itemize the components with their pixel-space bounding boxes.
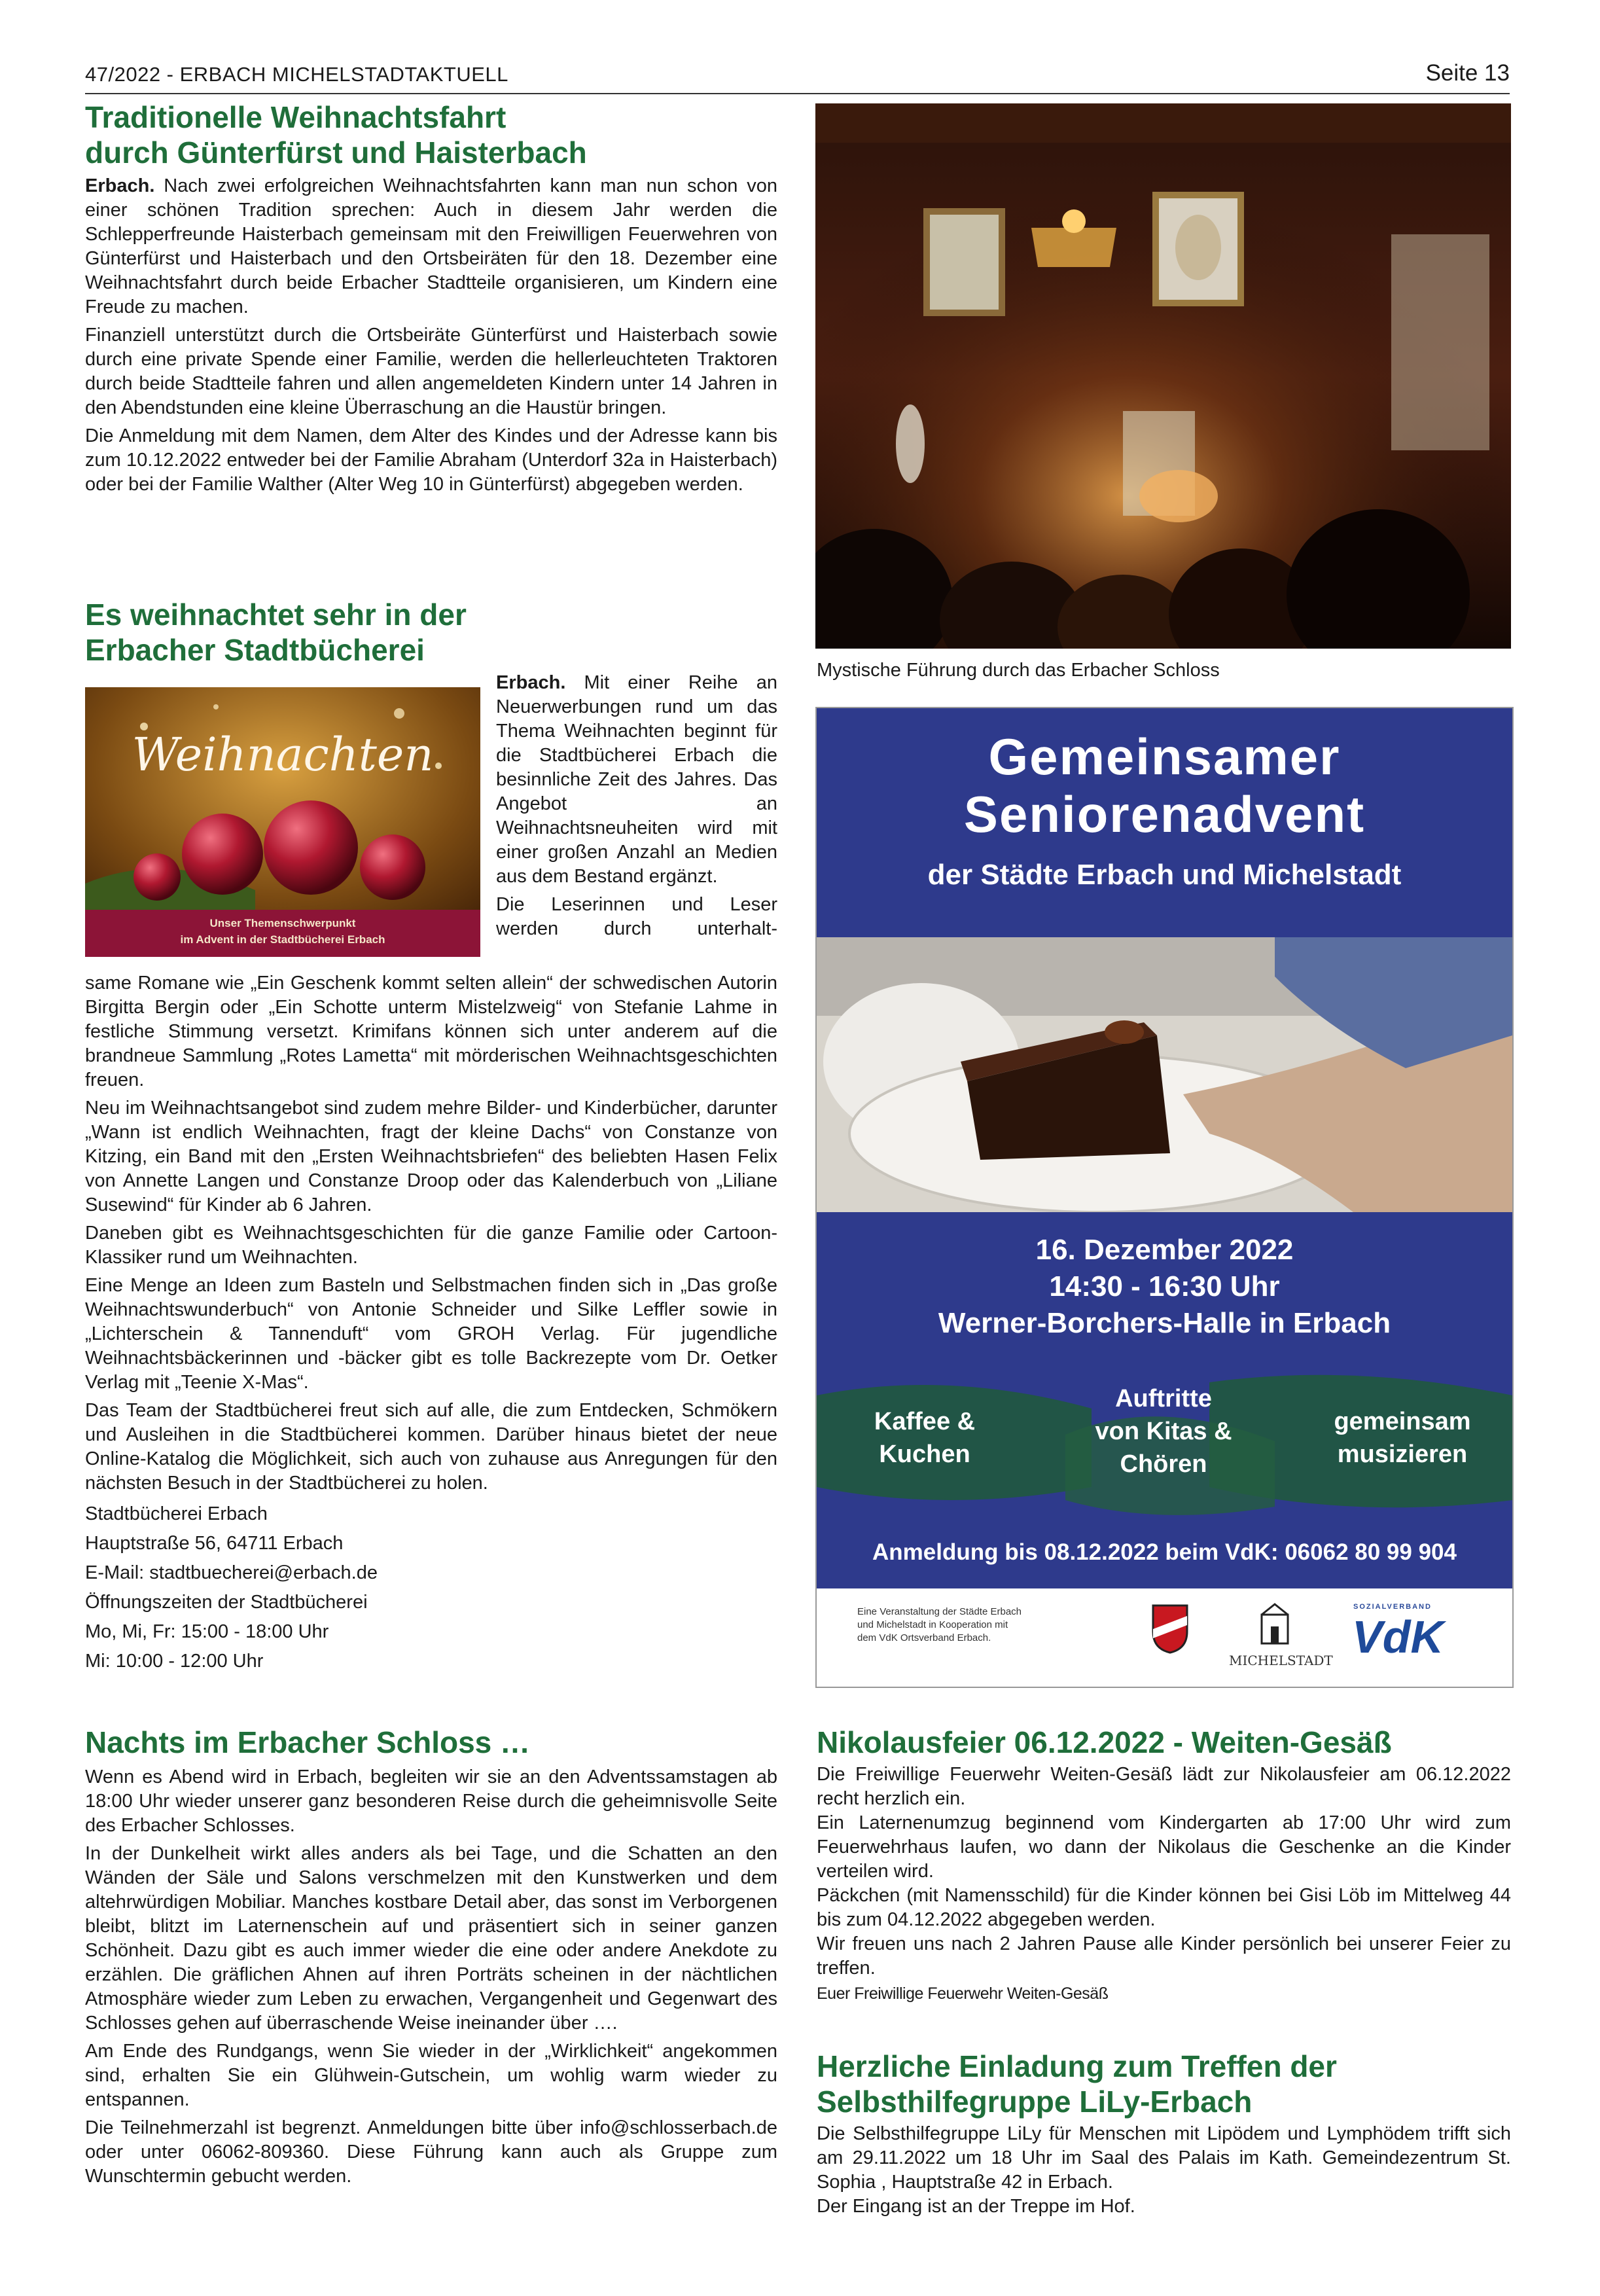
paragraph: Die Leserinnen und Leser werden durch unterhalt- (496, 894, 777, 939)
header-divider (85, 93, 1510, 94)
vdk-tagline: SOZIALVERBAND (1353, 1603, 1432, 1611)
article-nikolausfeier (817, 1725, 1511, 2006)
photo-caption: Mystische Führung durch das Erbacher Schloss (817, 660, 1220, 681)
title-line-1: Herzliche Einladung zum Treffen der (817, 2049, 1337, 2083)
paragraph: Die Anmeldung mit dem Namen, dem Alter des Kindes und der Adresse kann bis zum 10.12.2022 entweder bei der Familie Abraham (Unterdorf 32a in Haisterbach) oder bei der Familie Walther (Alter Weg 10 in Günterfürst) abgegeben werden. (85, 425, 777, 495)
paragraph: Der Eingang ist an der Treppe im Hof. (817, 2196, 1135, 2217)
article-schloss (85, 1725, 777, 2193)
article-title (817, 2049, 1511, 2119)
paragraph: Die Freiwillige Feuerwehr Weiten-Gesäß lädt zur Nikolausfeier am 06.12.2022 recht herzlich ein. (817, 1764, 1511, 1809)
item-line: Auftritte (1115, 1385, 1212, 1412)
book-title: Weihnachten (132, 728, 434, 781)
poster-item-musizieren (1307, 1405, 1497, 1471)
poster-footer (817, 1588, 1512, 1687)
paragraph: In der Dunkelheit wirkt alles anders als bei Tage, und die Schatten an den Wänden der Säle und Salons verschmelzen mit den Kunstwerken und dem altehrwürdigen Mobiliar. Manches kostbare Detail aber, das sonst im Verborgenen bleibt, blitzt im Laternenschein auf und präsentiert sich in seiner ganzen Schönheit. Dazu gibt es auch immer wieder die eine oder andere Anekdote zu erzählen. Die gräflichen Ahnen auf ihren Porträts scheinen in der nächtlichen Atmosphäre wieder zum Leben zu erwachen, Vergangenheit und Gegenwart des Schlosses gehen auf überraschende Weise ineinander über …. (85, 1843, 777, 2034)
paragraph: Mit einer Reihe an Neuerwerbungen rund um das Thema Weihnachten beginnt für die Stadtbücherei Erbach die besinnliche Zeit des Jahres. Das Angebot an Weihnachtsneuheiten wird mit einer großen Anzahl an Medien aus dem Bestand ergänzt. (496, 672, 777, 887)
article-title: Nikolausfeier 06.12.2022 - Weiten-Gesäß (817, 1725, 1392, 1759)
footer-line: und Michelstadt in Kooperation mit (857, 1619, 1008, 1630)
signature: Euer Freiwillige Feuerwehr Weiten-Gesäß (817, 1984, 1109, 2003)
paragraph: Wenn es Abend wird in Erbach, begleiten wir sie an den Adventssamstagen ab 18:00 Uhr wieder unserer ganz besonderen Reise durch die geheimnisvolle Seite des Erbacher Schlosses. (85, 1767, 777, 1836)
vdk-logo: VdK (1352, 1611, 1444, 1662)
seniorenadvent-poster (815, 707, 1514, 1688)
article-title (85, 597, 777, 668)
item-line: musizieren (1337, 1441, 1468, 1468)
contact-line: Mi: 10:00 - 12:00 Uhr (85, 1651, 264, 1672)
paragraph: Finanziell unterstützt durch die Ortsbeiräte Günterfürst und Haisterbach sowie durch eine private Spende einer Familie, werden die hellerleuchteten Traktoren durch beide Stadtteile fahren und allen angemeldeten Kindern unter 14 Jahren in den Abendstunden eine kleine Überraschung an die Haustür bringen. (85, 325, 777, 418)
paragraph: Wir freuen uns nach 2 Jahren Pause alle Kinder persönlich bei unserer Feier zu treffen. (817, 1933, 1511, 1979)
article-body (85, 971, 777, 1676)
article-body (817, 1763, 1511, 2006)
article-weihnachtsfahrt (85, 99, 777, 501)
poster-item-kaffee (843, 1405, 1006, 1471)
poster-title-line-2: Seniorenadvent (963, 785, 1366, 843)
paragraph: Daneben gibt es Weihnachtsgeschichten für die ganze Familie oder Cartoon-Klassiker rund um Weihnachten. (85, 1223, 777, 1268)
item-line: Kaffee & (874, 1408, 976, 1435)
book-band (85, 915, 480, 948)
library-contact (85, 1499, 777, 1676)
contact-line: Hauptstraße 56, 64711 Erbach (85, 1533, 344, 1554)
item-line: gemeinsam (1334, 1408, 1471, 1435)
poster-subtitle: der Städte Erbach und Michelstadt (927, 859, 1402, 891)
castle-photo (815, 103, 1511, 649)
poster-registration: Anmeldung bis 08.12.2022 beim VdK: 06062 80 99 904 (872, 1539, 1457, 1565)
article-body (817, 2122, 1511, 2219)
contact-line: Mo, Mi, Fr: 15:00 - 18:00 Uhr (85, 1621, 329, 1642)
paragraph: Die Teilnehmerzahl ist begrenzt. Anmeldungen bitte über info@schlosserbach.de oder unter 06062-809360. Diese Führung kann auch als Gruppe zum Wunschtermin gebucht werden. (85, 2117, 777, 2187)
erbach-coat-of-arms-icon (1150, 1603, 1190, 1655)
dateline: Erbach. (496, 672, 566, 693)
article-stadtbuecherei (85, 597, 777, 668)
contact-line: Öffnungszeiten der Stadtbücherei (85, 1592, 368, 1613)
item-line: von Kitas & (1095, 1418, 1232, 1445)
weihnachten-book-cover (85, 687, 480, 957)
title-line-1: Es weihnachtet sehr in der (85, 598, 467, 632)
band-line-2: im Advent in der Stadtbücherei Erbach (180, 933, 385, 946)
title-line-1: Traditionelle Weihnachtsfahrt (85, 100, 507, 134)
cake-photo (817, 937, 1512, 1212)
paragraph: Das Team der Stadtbücherei freut sich auf alle, die zum Entdecken, Schmökern und Ausleihen in die Stadtbücherei kommen. Darüber hinaus bietet der neue Online-Katalog die Möglichkeit, sich auch von zuhause aus Anregungen für den nächsten Besuch in der Stadtbücherei zu holen. (85, 1400, 777, 1494)
paragraph: Nach zwei erfolgreichen Weihnachtsfahrten kann man nun schon von einer schönen Tradition sprechen: Auch in diesem Jahr werden die Schlepperfreunde Haisterbach gemeinsam mit den Freiwilligen Feuerwehren von Günterfürst und Haisterbach und den Ortsbeiräten für den 18. Dezember eine Weihnachtsfahrt durch beide Erbacher Stadtteile organisieren, um Kindern eine Freude zu machen. (85, 175, 777, 317)
paragraph: Ein Laternenumzug beginnend vom Kindergarten ab 17:00 Uhr wird zum Feuerwehrhaus laufen, wo dann der Nikolaus die Geschenke an die Kinder verteilen wird. (817, 1812, 1511, 1882)
title-line-2: Selbsthilfegruppe LiLy-Erbach (817, 2085, 1253, 2119)
title-line-2: durch Günterfürst und Haisterbach (85, 135, 587, 170)
paragraph: Am Ende des Rundgangs, wenn Sie wieder in der „Wirklichkeit“ angekommen sind, erhalten Sie ein Glühwein-Gutschein, um wohlig warm wieder zu entspannen. (85, 2041, 777, 2110)
page-number: Seite 13 (1425, 60, 1510, 86)
poster-event-info (817, 1232, 1512, 1342)
footer-text (857, 1605, 1022, 1645)
michelstadt-label: MICHELSTADT (1229, 1653, 1333, 1668)
event-time: 14:30 - 16:30 Uhr (1049, 1270, 1280, 1302)
paragraph: Neu im Weihnachtsangebot sind zudem mehre Bilder- und Kinderbücher, darunter „Wann ist endlich Weihnachten, fragt der kleine Dachs“ von Constanze von Kitzing, ein Band mit den „Ersten Weihnachtsbriefen“ des beliebten Hasen Felix von Annette Langen und Constanze Droop oder das Kalenderbuch von „Liliane Susewind“ für Kinder ab 6 Jahren. (85, 1098, 777, 1215)
article-selbsthilfegruppe (817, 2049, 1511, 2219)
issue-label: 47/2022 - ERBACH MICHELSTADTAKTUELL (85, 63, 508, 86)
article-title (85, 99, 777, 170)
michelstadt-coat-of-arms-icon (1255, 1602, 1294, 1647)
poster-title-line-1: Gemeinsamer (988, 728, 1341, 785)
article-body-side (496, 671, 777, 941)
paragraph: Päckchen (mit Namensschild) für die Kinder können bei Gisi Löb im Mittelweg 44 bis zum 04.12.2022 abgegeben werden. (817, 1885, 1511, 1930)
item-line: Kuchen (879, 1441, 970, 1468)
article-title: Nachts im Erbacher Schloss … (85, 1725, 531, 1759)
event-venue: Werner-Borchers-Halle in Erbach (938, 1307, 1391, 1339)
contact-line: E-Mail: stadtbuecherei@erbach.de (85, 1562, 378, 1583)
band-line-1: Unser Themenschwerpunkt (209, 917, 356, 929)
footer-line: Eine Veranstaltung der Städte Erbach (857, 1606, 1022, 1617)
title-line-2: Erbacher Stadtbücherei (85, 633, 425, 667)
contact-line: Stadtbücherei Erbach (85, 1503, 268, 1524)
paragraph: Eine Menge an Ideen zum Basteln und Selbstmachen finden sich in „Das große Weihnachtswunderbuch“ von Antonie Schneider und Silke Leffler sowie in „Lichterschein & Tannenduft“ vom GROH Verlag. Für jugendliche Weihnachtsbäckerinnen und -bäcker gibt es tolle Backrezepte vom Dr. Oetker Verlag mit „Teenie X-Mas“. (85, 1275, 777, 1393)
paragraph: Die Selbsthilfegruppe LiLy für Menschen mit Lipödem und Lymphödem trifft sich am 29.11.2022 um 18 Uhr im Saal des Palais im Kath. Gemeindezentrum St. Sophia , Hauptstraße 42 in Erbach. (817, 2123, 1511, 2193)
item-line: Chören (1120, 1450, 1207, 1478)
poster-item-auftritte (1065, 1382, 1262, 1480)
event-date: 16. Dezember 2022 (1035, 1234, 1294, 1266)
article-body (85, 1765, 777, 2189)
dateline: Erbach. (85, 175, 155, 196)
poster-title (817, 728, 1512, 843)
article-body (85, 174, 777, 497)
paragraph: same Romane wie „Ein Geschenk kommt selten allein“ der schwedischen Autorin Birgitta Bergin oder „Ein Schotte unterm Mistelzweig“ von Stefanie Lahme in festliche Stimmung versetzt. Krimifans können sich unter anderem auf die brandneue Sammlung „Rotes Lametta“ mit mörderischen Weihnachtsgeschichten freuen. (85, 973, 777, 1090)
footer-line: dem VdK Ortsverband Erbach. (857, 1632, 991, 1643)
